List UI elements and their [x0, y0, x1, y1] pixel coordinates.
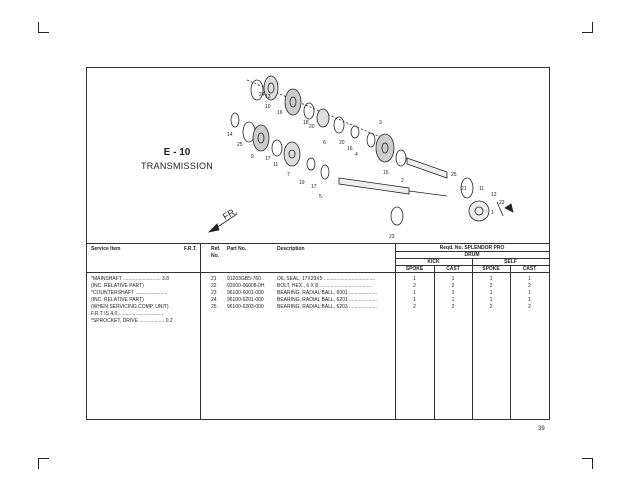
section-code: E - 10 [163, 147, 191, 158]
qty-kick-cast: 2 [451, 304, 455, 310]
callout-label: 9 [251, 154, 254, 160]
part-description: BEARING, RADIAL BALL, 6203 .................... [277, 304, 377, 310]
qty-kick-spoke: 1 [413, 290, 416, 296]
callout-label: 17 [265, 156, 271, 162]
table-header-bottom-rule [87, 272, 549, 273]
callout-label: 3 [379, 120, 382, 126]
qty-kick-spoke: 2 [413, 304, 416, 310]
callout-label: 19 [299, 180, 305, 186]
qty-self-cast: 2 [528, 283, 531, 289]
qty-self-spoke: 2 [489, 304, 493, 310]
part-description: BEARING, RADIAL BALL, 6201 .................... [277, 297, 377, 303]
callout-label: 25 [451, 172, 457, 178]
qty-kick-spoke: 2 [413, 283, 416, 289]
crop-mark-bottom-left [38, 458, 49, 469]
qty-self-spoke: 1 [489, 297, 493, 303]
service-item-line: F.R.T IS 4.0................................. [91, 311, 164, 317]
qty-self-spoke: 2 [489, 283, 493, 289]
page-number: 39 [538, 426, 545, 432]
qty-kick-cast: 1 [451, 290, 455, 296]
callout-label: 5 [319, 194, 322, 200]
hdr-drum: DRUM [464, 252, 480, 258]
service-item-line: *COUNTERSHAFT ....................... [91, 290, 168, 296]
qty-kick-cast: 1 [451, 297, 455, 303]
callout-label: 25 [237, 142, 243, 148]
crop-mark-top-right [582, 22, 593, 33]
qty-kick-spoke: 1 [413, 276, 416, 282]
callout-label: 18 [303, 120, 309, 126]
ref-no: 22 [211, 283, 217, 289]
hdr-kick-cast: CAST [446, 266, 460, 272]
callout-label: 7 [287, 172, 290, 178]
qty-self-spoke: 1 [489, 290, 493, 296]
part-description: BEARING, RADIAL BALL, 6001 .................... [277, 290, 377, 296]
service-item-line: (INC. RELATIVE PART) [91, 297, 144, 303]
service-item-line: (WHEN SERVICING COMP, UNIT) [91, 304, 169, 310]
callout-label: 23 [389, 234, 395, 240]
hdr-kick: KICK [427, 259, 440, 265]
exploded-diagram [87, 68, 549, 243]
callout-label: 13 [265, 94, 271, 100]
part-no: 91203GB5-760 [227, 276, 261, 282]
hdr-ref-no: No. [211, 253, 220, 259]
hdr-part-no: Part No. [227, 246, 247, 252]
part-no: 96100-6001-000 [227, 290, 264, 296]
callout-label: 20 [339, 140, 345, 146]
part-description: OIL SEAL, 17X29X5 ..................................... [277, 276, 376, 282]
qty-self-cast: 1 [528, 297, 531, 303]
callout-label: 24 [259, 92, 265, 98]
callout-label: 11 [273, 162, 279, 168]
qty-self-cast: 1 [528, 276, 531, 282]
service-item-line: *SPROCKET, DRIVE .................. 0.2 [91, 318, 173, 324]
callout-label: 15 [383, 170, 389, 176]
callout-label: 12 [491, 192, 497, 198]
hdr-description: Description [277, 246, 305, 252]
callout-label: 21 [461, 186, 467, 192]
callout-label: 6 [323, 140, 326, 146]
ref-no: 24 [211, 297, 217, 303]
crop-mark-bottom-right [582, 458, 593, 469]
hdr-reqd: Reqd. No. SPLENDOR PRO [439, 245, 505, 251]
ref-no: 25 [211, 304, 217, 310]
hdr-self: SELF [504, 259, 517, 265]
table-top-rule [87, 243, 549, 244]
qty-self-cast: 2 [528, 304, 531, 310]
section-title: TRANSMISSION [140, 161, 214, 171]
col-divider-service [200, 243, 201, 419]
hdr-self-cast: CAST [522, 266, 537, 272]
part-no: 92000-06008-0H [227, 283, 265, 289]
hdr-ref: Ref. [211, 246, 221, 252]
qty-kick-cast: 1 [451, 276, 455, 282]
callout-label: 16 [347, 146, 353, 152]
hdr-frt: F.R.T. [184, 246, 197, 252]
fr-label: FR. [221, 205, 239, 222]
service-item-line: *MAINSHAFT ........................... 3.8 [91, 276, 169, 282]
callout-label: 16 [277, 110, 283, 116]
hdr-self-spoke: SPOKE [482, 266, 500, 272]
service-item-line: (INC. RELATIVE PART) [91, 283, 144, 289]
part-no: 96100-6203-000 [227, 304, 264, 310]
callout-label: 10 [265, 104, 271, 110]
part-no: 96100-6201-000 [227, 297, 264, 303]
hdr-kick-spoke: SPOKE [405, 266, 424, 272]
ref-no: 23 [211, 290, 217, 296]
ref-no: 21 [211, 276, 217, 282]
qty-self-spoke: 1 [489, 276, 493, 282]
callout-label: 11 [479, 186, 485, 192]
crop-mark-top-left [38, 22, 49, 33]
callout-label: 22 [499, 200, 505, 206]
qty-kick-spoke: 1 [413, 297, 416, 303]
callout-label: 17 [311, 184, 317, 190]
hdr-service-item: Service Item [91, 246, 121, 252]
parts-page-frame [86, 67, 550, 420]
callout-label: 20 [309, 124, 315, 130]
callout-label: 4 [355, 152, 358, 158]
qty-self-cast: 1 [528, 290, 531, 296]
callout-label: 14 [227, 132, 233, 138]
callout-label: 2 [401, 178, 404, 184]
part-description: BOLT, HEX., 6 X 8 ...................................... [277, 283, 373, 289]
qty-kick-cast: 2 [451, 283, 455, 289]
callout-label: 1 [491, 210, 494, 216]
